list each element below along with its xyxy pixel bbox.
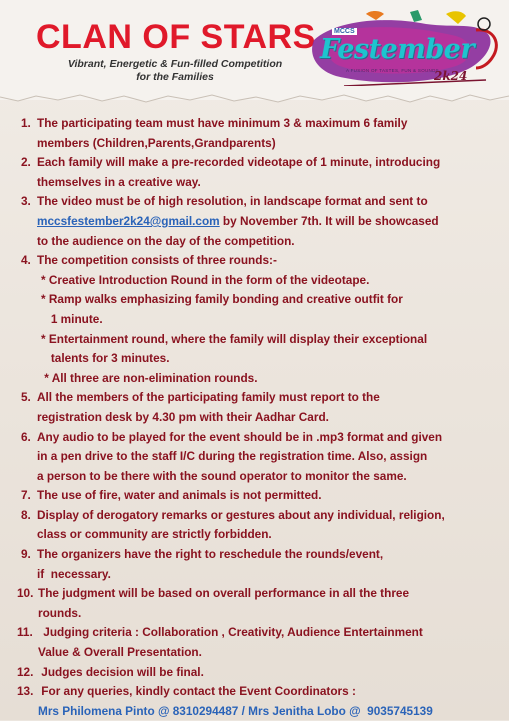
coordinator-contacts: Mrs Philomena Pinto @ 8310294487 / Mrs Jenitha Lobo @ 9035745139 bbox=[38, 703, 433, 718]
rule-line: themselves in a creative way. bbox=[37, 174, 201, 189]
rule-item bbox=[0, 623, 509, 662]
rule-line: if necessary. bbox=[37, 566, 111, 581]
rule-line: Value & Overall Presentation. bbox=[38, 645, 202, 660]
email-link[interactable]: mccsfestember2k24@gmail.com bbox=[37, 213, 220, 228]
rule-item bbox=[0, 428, 509, 487]
rule-line-with-email bbox=[37, 212, 509, 232]
round-item: 1 minute. bbox=[41, 311, 103, 326]
rule-line: Any audio to be played for the event should be in .mp3 format and given bbox=[37, 429, 443, 444]
torn-paper-edge bbox=[0, 86, 509, 108]
rule-line: registration desk by 4.30 pm with their Aadhar Card. bbox=[37, 409, 329, 424]
subtitle-line-2: for the Families bbox=[136, 70, 214, 83]
poster-title: CLAN OF STARS bbox=[36, 18, 316, 56]
rule-line: Judges decision will be final. bbox=[38, 664, 204, 679]
rule-number: 3. bbox=[21, 194, 31, 209]
round-item: * Creative Introduction Round in the form of the videotape. bbox=[41, 272, 370, 287]
rule-line: For any queries, kindly contact the Event Coordinators : bbox=[38, 684, 356, 699]
rule-number: 6. bbox=[21, 429, 31, 444]
logo-year: 2k24 bbox=[434, 69, 468, 83]
rule-line: in a pen drive to the staff I/C during the registration time. Also, assign bbox=[37, 449, 428, 464]
round-item: * Entertainment round, where the family will display their exceptional bbox=[41, 331, 428, 346]
rule-item bbox=[0, 251, 509, 271]
rule-number: 2. bbox=[21, 155, 31, 170]
rule-line: class or community are strictly forbidden. bbox=[37, 527, 272, 542]
rule-number: 11. bbox=[17, 625, 33, 640]
rule-number: 1. bbox=[21, 116, 31, 130]
rule-number: 4. bbox=[21, 253, 31, 268]
rules-list bbox=[0, 114, 509, 721]
rule-line: The use of fire, water and animals is not permitted. bbox=[37, 488, 322, 503]
poster-subtitle bbox=[40, 58, 310, 83]
rule-item bbox=[0, 545, 509, 584]
rule-item bbox=[0, 192, 509, 251]
rule-line: The competition consists of three rounds:- bbox=[37, 253, 277, 268]
rule-line: The organizers have the right to reschedule the rounds/event, bbox=[37, 547, 384, 562]
logo-main-text: Festember bbox=[320, 34, 475, 65]
rule-item bbox=[0, 388, 509, 427]
round-item: * All three are non-elimination rounds. bbox=[41, 370, 258, 385]
rule-item bbox=[0, 584, 509, 623]
rule-item bbox=[0, 506, 509, 545]
rule-item bbox=[0, 486, 509, 506]
subtitle-line-1: Vibrant, Energetic & Fun-filled Competition bbox=[67, 58, 283, 70]
rule-item bbox=[0, 663, 509, 683]
rule-number: 5. bbox=[21, 390, 31, 405]
rule-line: The participating team must have minimum 3 & maximum 6 family bbox=[37, 116, 408, 130]
round-item: talents for 3 minutes. bbox=[41, 351, 170, 366]
round-item: * Ramp walks emphasizing family bonding and creative outfit for bbox=[41, 292, 403, 307]
rule-number: 12. bbox=[17, 664, 34, 679]
rule-item bbox=[0, 153, 509, 192]
rule-line: Display of derogatory remarks or gestures about any individual, religion, bbox=[37, 507, 445, 522]
email-suffix-text: by November 7th. It will be showcased bbox=[219, 213, 439, 228]
rule-number: 9. bbox=[21, 547, 31, 562]
rule-line: members (Children,Parents,Grandparents) bbox=[37, 135, 276, 150]
rule-item bbox=[0, 114, 509, 153]
round-list bbox=[0, 271, 509, 389]
rule-number: 13. bbox=[17, 684, 34, 699]
rule-number: 7. bbox=[21, 488, 31, 503]
rule-line: The judgment will be based on overall performance in all the three bbox=[38, 586, 410, 601]
festember-logo bbox=[306, 10, 506, 96]
logo-tagline: A FUSION OF TASTES, FUN & SOUNDS bbox=[346, 68, 439, 73]
rule-number: 10. bbox=[17, 586, 34, 601]
rule-line: Judging criteria : Collaboration , Creativity, Audience Entertainment bbox=[40, 625, 423, 640]
rule-line: rounds. bbox=[38, 605, 82, 620]
rule-line: The video must be of high resolution, in landscape format and sent to bbox=[37, 194, 428, 209]
poster-header bbox=[0, 0, 509, 100]
rule-line: Each family will make a pre-recorded videotape of 1 minute, introducing bbox=[37, 155, 441, 170]
rule-line: All the members of the participating family must report to the bbox=[37, 390, 380, 405]
logo-top-text: MCCS bbox=[334, 28, 355, 35]
rule-item bbox=[0, 682, 509, 721]
rule-line: a person to be there with the sound operator to monitor the same. bbox=[37, 468, 407, 483]
rule-number: 8. bbox=[21, 507, 31, 522]
rule-line: to the audience on the day of the competition. bbox=[37, 233, 295, 248]
